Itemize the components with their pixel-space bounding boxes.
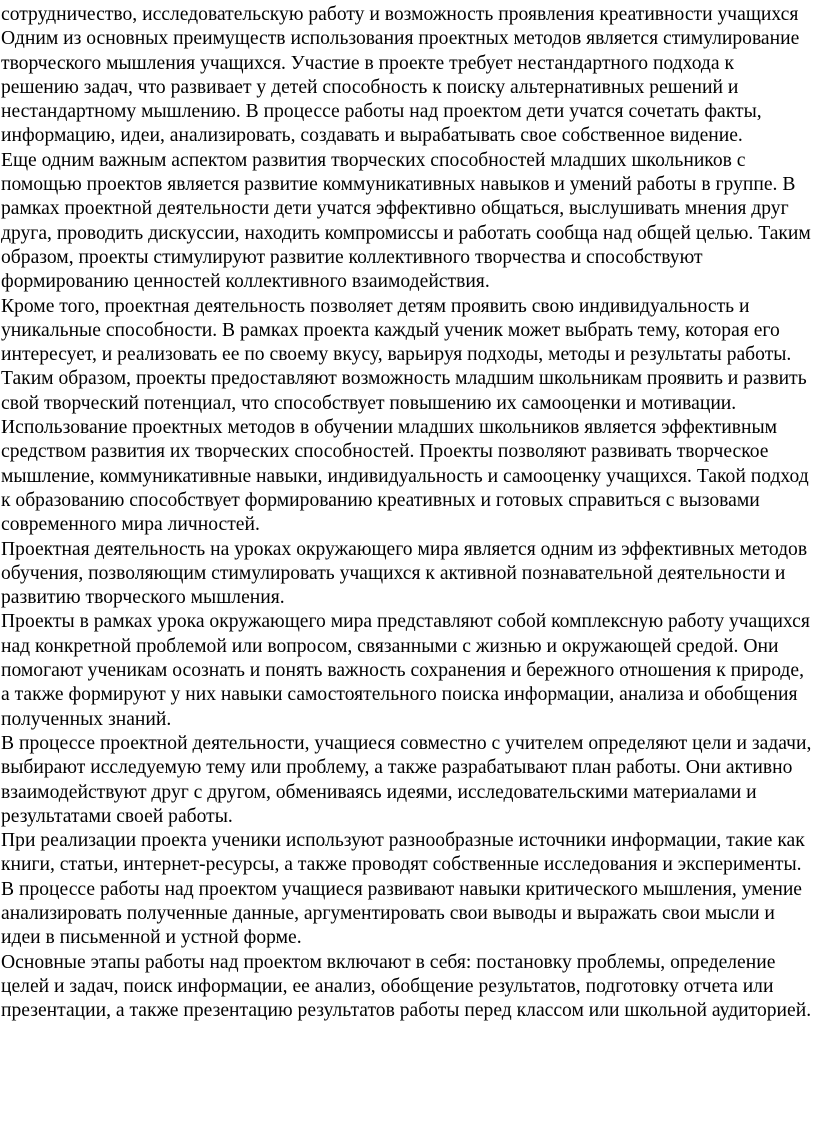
paragraph-4: Кроме того, проектная деятельность позволяет детям проявить свою индивидуальность и уникальные способности. В рамках проекта каждый ученик может выбрать тему, которая его интересует, и реализовать ее по своему вкусу, варьируя подходы, методы и результаты работы. Таким образом, проекты предоставляют возможность младшим школьникам проявить и развить свой творческий потенциал, что способствует повышению их самооценки и мотивации. — [1, 295, 807, 414]
paragraph-8: В процессе проектной деятельности, учащиеся совместно с учителем определяют цели и задачи, выбирают исследуемую тему или проблему, а также разрабатывают план работы. Они активно взаимодействуют друг с другом, обмениваясь идеями, исследовательскими материалами и результатами своей работы. — [1, 732, 812, 827]
paragraph-9: При реализации проекта ученики используют разнообразные источники информации, такие как книги, статьи, интернет-ресурсы, а также проводят собственные исследования и эксперименты. В процессе работы над проектом учащиеся развивают навыки критического мышления, умение анализировать полученные данные, аргументировать свои выводы и выражать свои мысли и идеи в письменной и устной форме. — [1, 830, 805, 949]
paragraph-7: Проекты в рамках урока окружающего мира представляют собой комплексную работу учащихся над конкретной проблемой или вопросом, связанными с жизнью и окружающей средой. Они помогают ученикам осознать и понять важность сохранения и бережного отношения к природе, а также формируют у них навыки самостоятельного поиска информации, анализа и обобщения полученных знаний. — [1, 611, 810, 730]
paragraph-3: Еще одним важным аспектом развития творческих способностей младших школьников с помощью проектов является развитие коммуникативных навыков и умений работы в группе. В рамках проектной деятельности дети учатся эффективно общаться, выслушивать мнения друг друга, проводить дискуссии, находить компромиссы и работать сообща над общей целью. Таким образом, проекты стимулируют развитие коллективного творчества и способствуют формированию ценностей коллективного взаимодействия. — [1, 149, 811, 293]
paragraph-1: сотрудничество, исследовательскую работу и возможность проявления креативности учащихся — [1, 4, 799, 25]
paragraph-2: Одним из основных преимуществ использования проектных методов является стимулирование творческого мышления учащихся. Участие в проекте требует нестандартного подхода к решению задач, что развивает у детей способность к поиску альтернативных решений и нестандартному мышлению. В процессе работы над проектом дети учатся сочетать факты, информацию, идеи, анализировать, создавать и вырабатывать свое собственное видение. — [1, 28, 800, 147]
paragraph-6: Проектная деятельность на уроках окружающего мира является одним из эффективных методов обучения, позволяющим стимулировать учащихся к активной познавательной деятельности и развитию творческого мышления. — [1, 538, 808, 609]
paragraph-10: Основные этапы работы над проектом включают в себя: постановку проблемы, определение целей и задач, поиск информации, ее анализ, обобщение результатов, подготовку отчета или презентации, а также презентацию результатов работы перед классом или школьной аудиторией. — [1, 951, 812, 1022]
paragraph-5: Использование проектных методов в обучении младших школьников является эффективным средством развития их творческих способностей. Проекты позволяют развивать творческое мышление, коммуникативные навыки, индивидуальность и самооценку учащихся. Такой подход к образованию способствует формированию креативных и готовых справиться с вызовами современного мира личностей. — [1, 417, 809, 536]
